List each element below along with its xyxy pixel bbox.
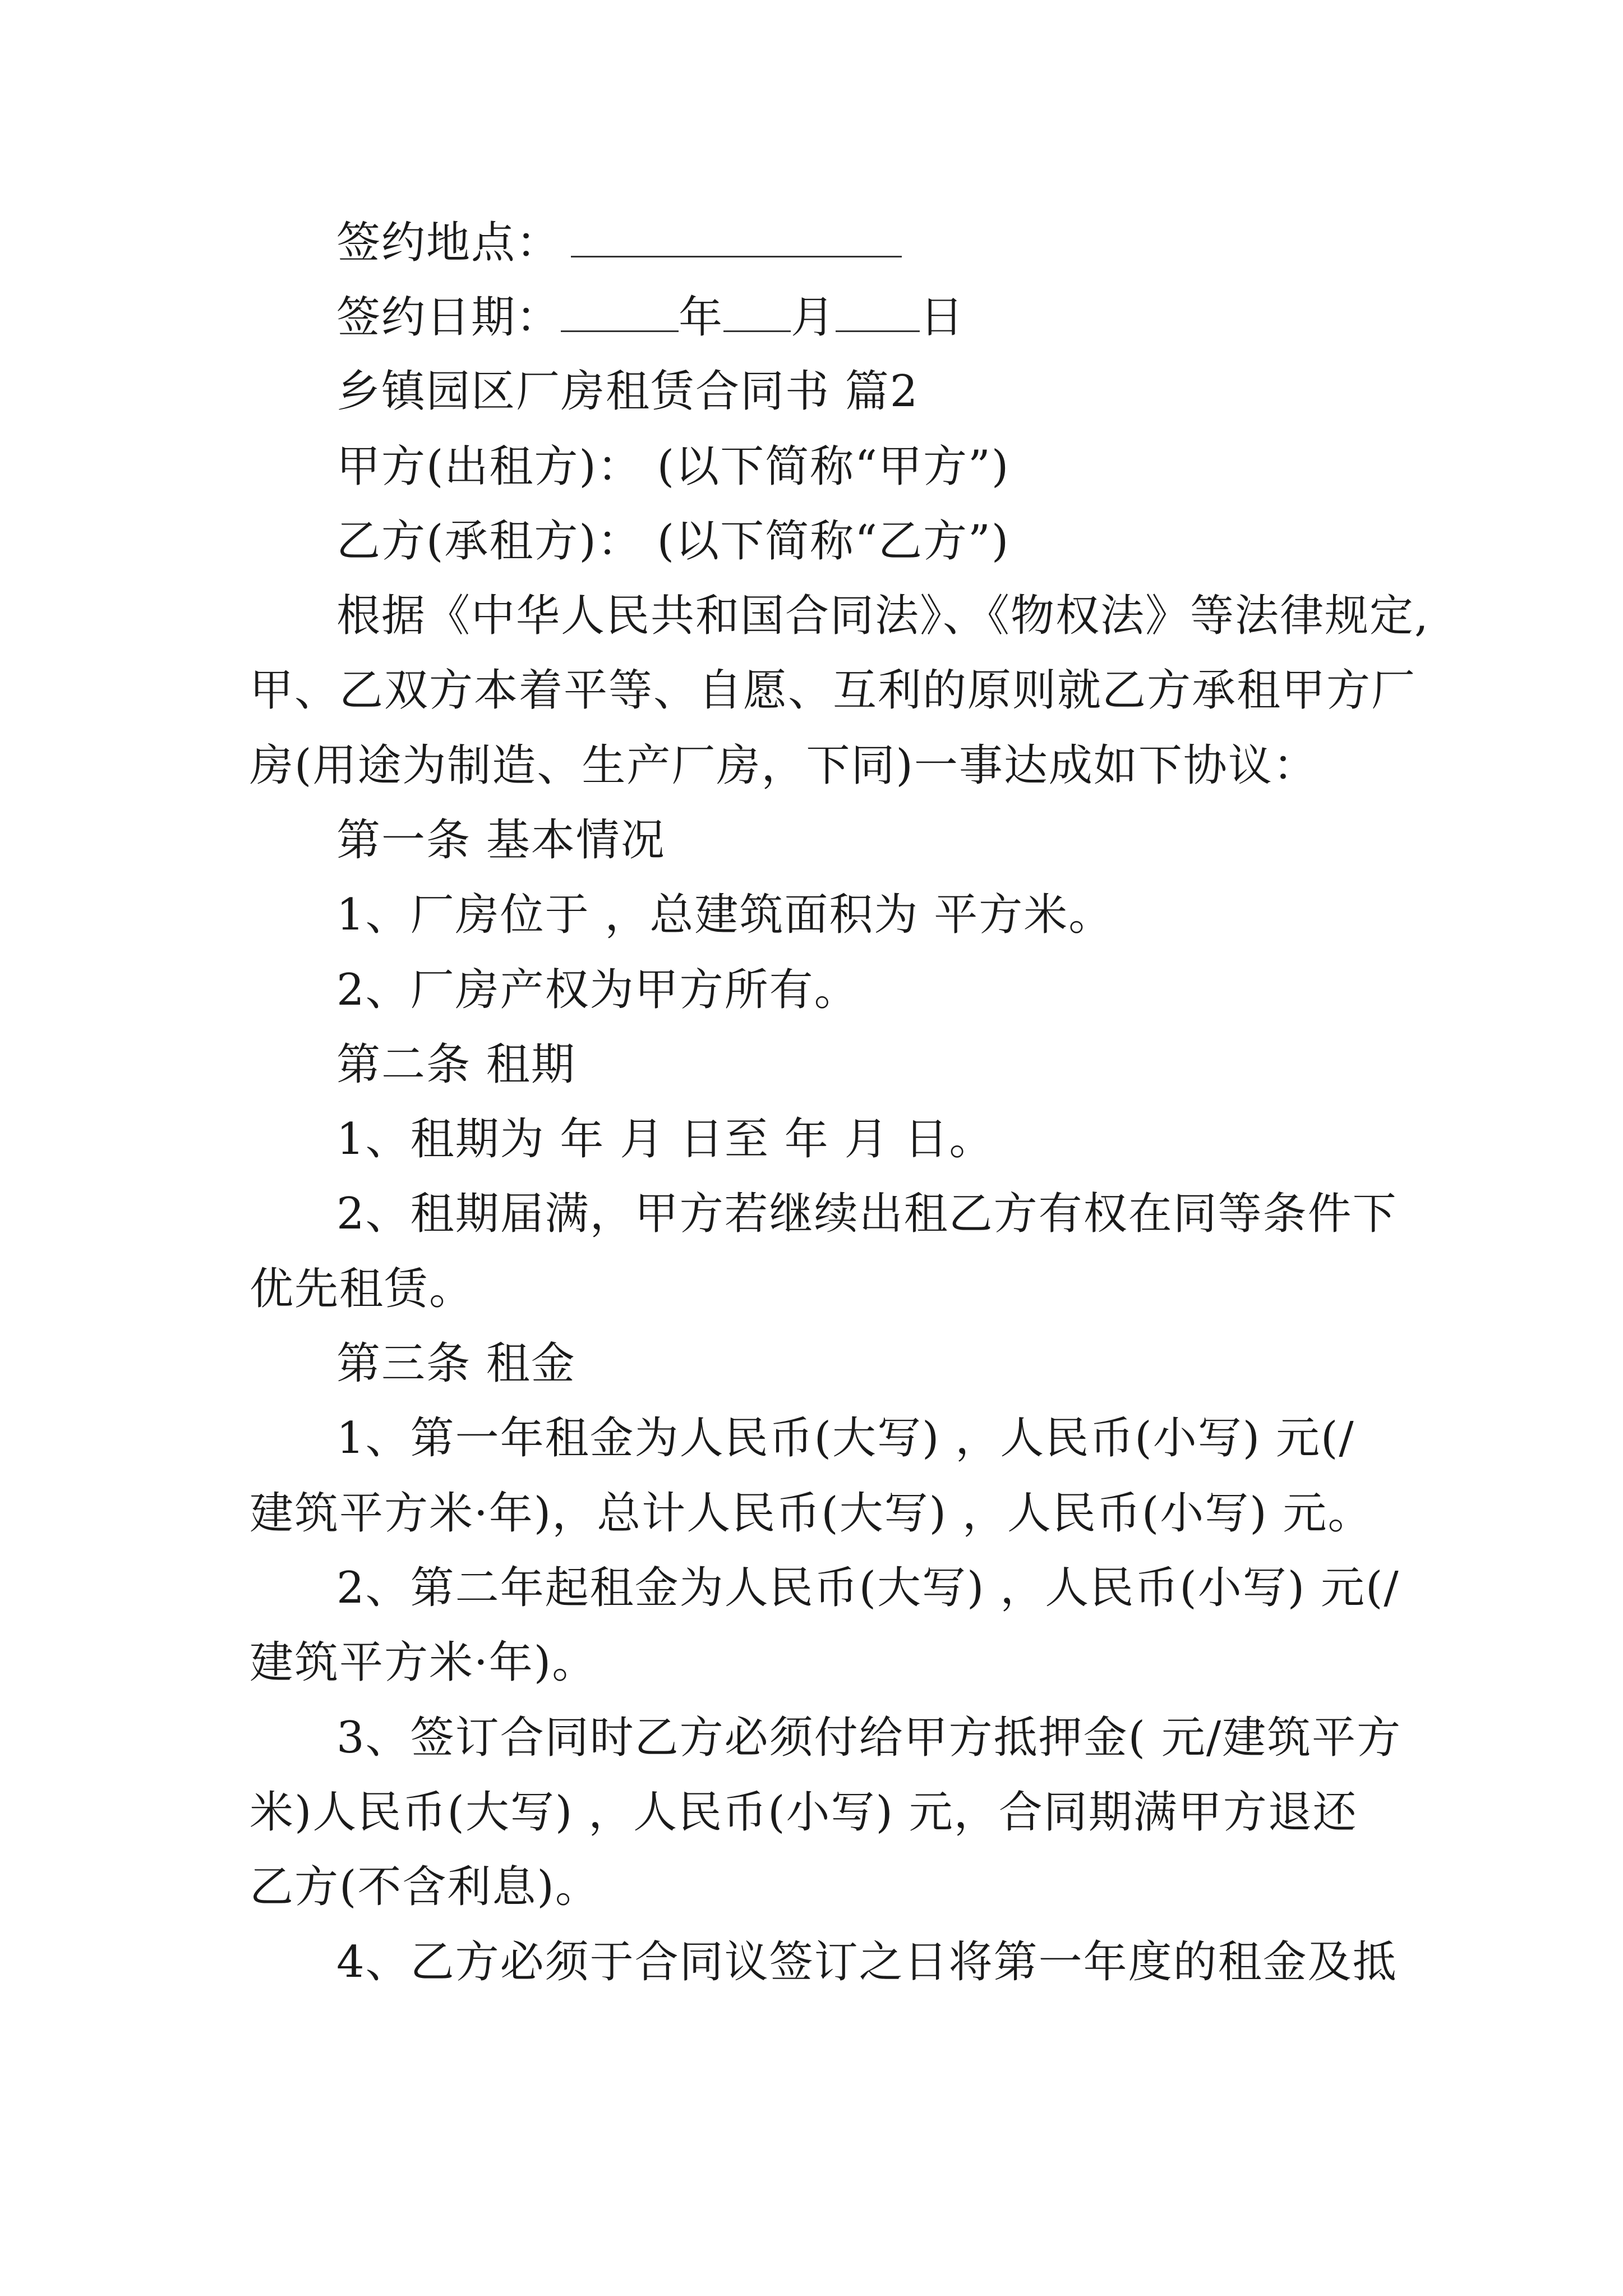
article-2-item-2-line-1: 2、租期届满，甲方若继续出租乙方有权在同等条件下 xyxy=(336,1189,1398,1239)
intro-line-3: 房(用途为制造、生产厂房，下同)一事达成如下协议： xyxy=(250,740,1318,791)
article-3-item-3-line-2: 米)人民币(大写) ，人民币(小写) 元，合同期满甲方退还 xyxy=(250,1787,1358,1838)
sign-month-blank xyxy=(723,295,791,332)
party-a: 甲方(出租方)： (以下简称“甲方”) xyxy=(336,441,1010,492)
sign-day-label: 日 xyxy=(920,292,965,343)
article-1-title: 第一条 基本情况 xyxy=(336,815,666,866)
sign-place-label: 签约地点： xyxy=(336,218,561,268)
sign-year-label: 年 xyxy=(679,292,724,343)
intro-line-2: 甲、乙双方本着平等、自愿、互利的原则就乙方承租甲方厂 xyxy=(250,665,1417,716)
article-1-item-1: 1、厂房位于 ，总建筑面积为 平方米。 xyxy=(336,890,1114,940)
article-2-item-1: 1、租期为 年 月 日至 年 月 日。 xyxy=(336,1114,994,1165)
article-2-title: 第二条 租期 xyxy=(336,1039,576,1090)
contract-title: 乡镇园区厂房租赁合同书 篇2 xyxy=(336,366,919,417)
intro-line-1: 根据《中华人民共和国合同法》、《物权法》等法律规定, xyxy=(336,591,1430,641)
sign-date-label: 签约日期： xyxy=(336,292,561,343)
article-3-item-3-line-3: 乙方(不含利息)。 xyxy=(250,1862,600,1912)
article-3-item-4-line-1: 4、乙方必须于合同议签订之日将第一年度的租金及抵 xyxy=(336,1937,1398,1987)
article-1-item-2: 2、厂房产权为甲方所有。 xyxy=(336,965,859,1015)
article-2-item-2-line-2: 优先租赁。 xyxy=(250,1264,474,1314)
article-3-item-3-line-1: 3、签订合同时乙方必须付给甲方抵押金( 元/建筑平方 xyxy=(336,1713,1402,1763)
sign-place-blank xyxy=(571,220,902,257)
article-3-item-2-line-1: 2、第二年起租金为人民币(大写) ，人民币(小写) 元(/ xyxy=(336,1563,1400,1613)
sign-place-line xyxy=(336,216,1402,270)
article-3-title: 第三条 租金 xyxy=(336,1338,576,1389)
sign-year-blank xyxy=(561,295,679,332)
sign-date-line xyxy=(336,291,1402,344)
sign-month-label: 月 xyxy=(791,292,836,343)
party-b: 乙方(承租方)： (以下简称“乙方”) xyxy=(336,516,1010,567)
article-3-item-1-line-2: 建筑平方米·年)，总计人民币(大写) ，人民币(小写) 元。 xyxy=(250,1488,1373,1539)
sign-day-blank xyxy=(836,295,920,332)
article-3-item-2-line-2: 建筑平方米·年)。 xyxy=(250,1637,597,1688)
article-3-item-1-line-1: 1、第一年租金为人民币(大写) ，人民币(小写) 元(/ xyxy=(336,1413,1355,1464)
